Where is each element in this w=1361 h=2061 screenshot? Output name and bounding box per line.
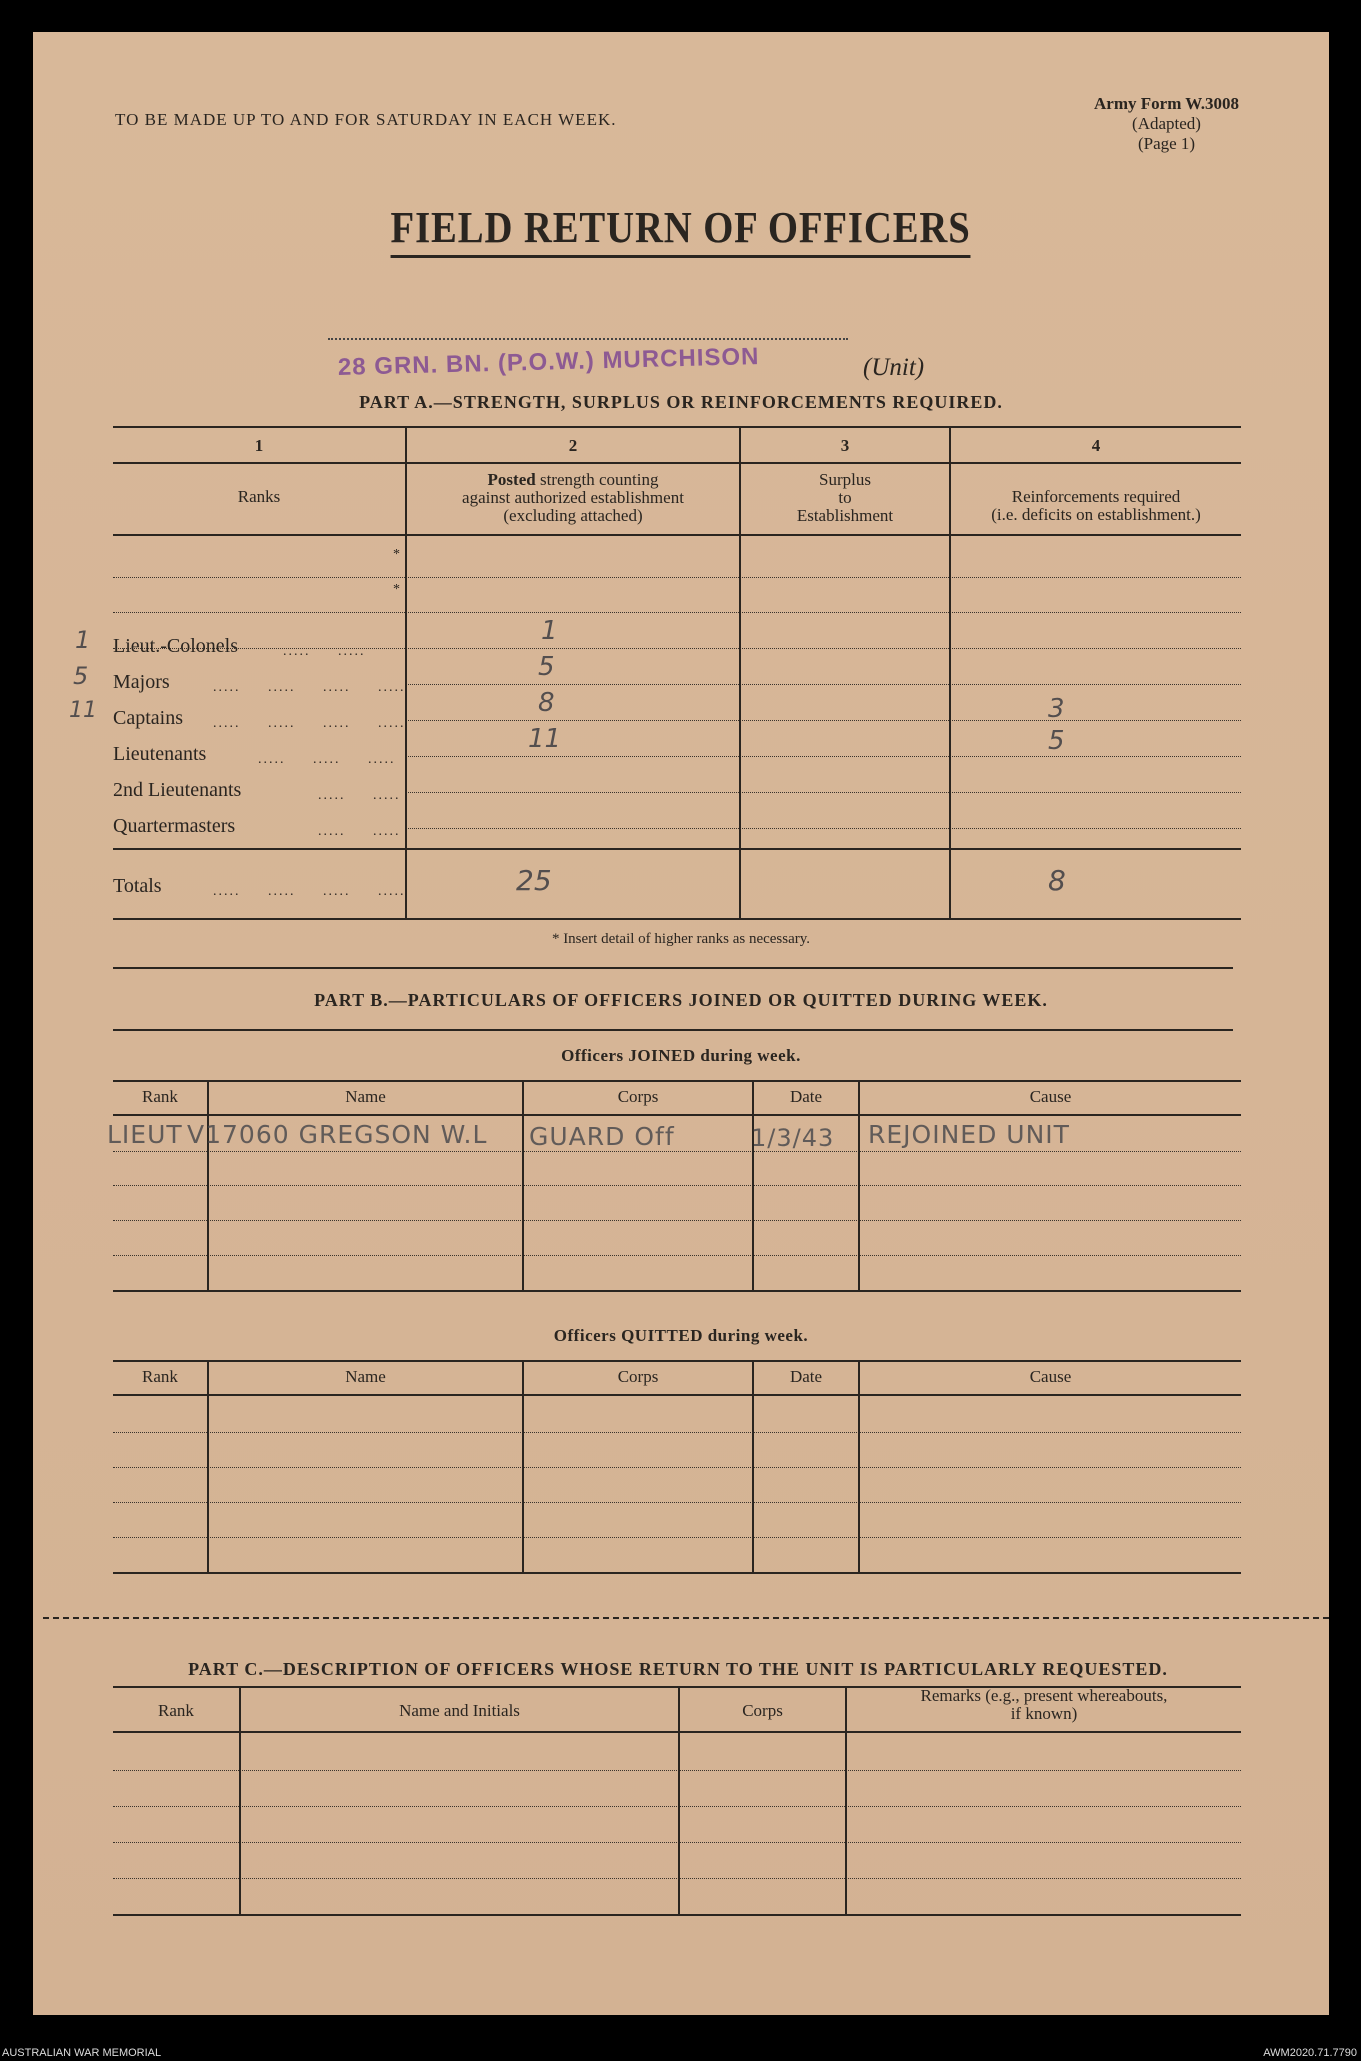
rule	[113, 1878, 1241, 1879]
joined-rank: LIEUT	[107, 1120, 183, 1149]
rank-row-2nd-lieutenants: 2nd Lieutenants	[113, 779, 242, 801]
rule	[113, 1432, 1241, 1433]
rule	[113, 1502, 1241, 1503]
ranks-header: Ranks	[237, 487, 281, 506]
asterisk: *	[393, 547, 400, 562]
posted-header: Posted strength counting against authorized establishment (excluding attached)	[462, 470, 684, 525]
rule	[113, 1255, 1241, 1256]
joined-date: 1/3/43	[751, 1124, 835, 1152]
page-title: FIELD RETURN OF OFFICERS	[33, 202, 1329, 258]
rank-row-captains: Captains	[113, 707, 183, 729]
rule	[113, 1842, 1241, 1843]
footer-institution: AUSTRALIAN WAR MEMORIAL	[2, 2047, 162, 2059]
rule	[113, 1290, 1241, 1292]
rule	[113, 967, 1233, 969]
rule	[113, 848, 1241, 850]
posted-captains: 8	[538, 688, 555, 718]
partc-col-name: Name and Initials	[399, 1701, 520, 1720]
form-number: Army Form W.3008	[1094, 94, 1239, 113]
rule	[113, 1467, 1241, 1468]
rule	[113, 1220, 1241, 1221]
unit-stamp: 28 GRN. BN. (P.O.W.) MURCHISON	[337, 342, 760, 381]
rank-row-quartermasters: Quartermasters	[113, 815, 236, 837]
rule	[113, 1770, 1241, 1771]
cut-line	[43, 1617, 1329, 1619]
joined-corps: GUARD Off	[529, 1122, 675, 1151]
rule	[408, 720, 1241, 721]
rule	[408, 792, 1241, 793]
leader-dots: ..... .....	[318, 788, 401, 803]
joined-col-rank: Rank	[142, 1087, 178, 1106]
rule	[113, 1914, 1241, 1916]
posted-lieutenants: 11	[528, 724, 562, 754]
totals-reinf: 8	[1048, 864, 1066, 897]
joined-col-name: Name	[345, 1087, 386, 1106]
part-c-heading: PART C.—DESCRIPTION OF OFFICERS WHOSE RETURN TO THE UNIT IS PARTICULARLY REQUESTED.	[188, 1659, 1168, 1679]
col-number: 4	[1091, 436, 1101, 455]
rule	[113, 918, 1241, 920]
col-number: 1	[254, 436, 264, 455]
rule	[408, 756, 1241, 757]
rule	[113, 1029, 1233, 1031]
col-divider	[239, 1686, 241, 1914]
rule	[113, 1151, 1241, 1152]
quitted-col-name: Name	[345, 1367, 386, 1386]
totals-label: Totals	[113, 875, 162, 897]
rule	[113, 1185, 1241, 1186]
joined-col-cause: Cause	[1029, 1087, 1072, 1106]
quitted-col-date: Date	[789, 1367, 823, 1386]
col-divider	[207, 1080, 209, 1290]
leader-dots: ..... ..... ..... .....	[213, 716, 406, 731]
form-adapted: (Adapted)	[1132, 114, 1201, 133]
col-divider	[752, 1080, 754, 1290]
rule	[113, 1731, 1241, 1733]
col-divider	[858, 1360, 860, 1572]
joined-col-date: Date	[789, 1087, 823, 1106]
quitted-col-rank: Rank	[142, 1367, 178, 1386]
reinf-captains: 3	[1048, 694, 1065, 724]
col-divider	[752, 1360, 754, 1572]
margin-mark: 1	[75, 626, 91, 654]
form-page	[33, 32, 1329, 2015]
partc-col-rank: Rank	[158, 1701, 194, 1720]
top-note: TO BE MADE UP TO AND FOR SATURDAY IN EACH WEEK.	[115, 110, 617, 129]
rule	[113, 1080, 1241, 1082]
totals-posted: 25	[516, 864, 552, 897]
quitted-title: Officers QUITTED during week.	[553, 1326, 809, 1345]
footnote: * Insert detail of higher ranks as necessary.	[551, 931, 811, 947]
quitted-col-cause: Cause	[1029, 1367, 1072, 1386]
rule	[113, 534, 1241, 536]
rule	[408, 684, 1241, 685]
leader-dots: ..... ..... .....	[258, 752, 396, 767]
part-a-heading: PART A.—STRENGTH, SURPLUS OR REINFORCEMENTS REQUIRED.	[359, 392, 1003, 412]
rule	[113, 462, 1241, 464]
posted-lieut-colonels: 1	[541, 616, 558, 646]
col-divider	[858, 1080, 860, 1290]
rule	[113, 577, 1241, 578]
form-identifier	[1094, 94, 1239, 154]
col-divider	[522, 1360, 524, 1572]
rule	[408, 828, 1241, 829]
rule	[113, 612, 1241, 613]
rule	[113, 1394, 1241, 1396]
rule	[113, 1806, 1241, 1807]
reinf-lieutenants: 5	[1048, 726, 1065, 756]
quitted-col-corps: Corps	[617, 1367, 659, 1386]
leader-dots: ..... .....	[318, 824, 401, 839]
col-divider	[522, 1080, 524, 1290]
footer-accession: AWM2020.71.7790	[1263, 2047, 1357, 2059]
posted-majors: 5	[538, 652, 555, 682]
part-b-heading: PART B.—PARTICULARS OF OFFICERS JOINED OR QUITTED DURING WEEK.	[314, 990, 1048, 1010]
rule	[113, 1360, 1241, 1362]
col-number: 3	[840, 436, 850, 455]
unit-label: (Unit)	[863, 354, 925, 381]
leader-dots: ..... .....	[283, 644, 366, 659]
partc-col-corps: Corps	[742, 1701, 783, 1720]
joined-col-corps: Corps	[617, 1087, 659, 1106]
col-number: 2	[568, 436, 578, 455]
joined-name: V17060 GREGSON W.L	[187, 1120, 488, 1149]
rule	[113, 1572, 1241, 1574]
joined-title: Officers JOINED during week.	[561, 1046, 801, 1065]
asterisk: *	[393, 582, 400, 597]
rule	[113, 426, 1241, 428]
rule	[113, 1114, 1241, 1116]
leader-dots: ..... ..... ..... .....	[213, 884, 406, 899]
rank-row-lieut-colonels: Lieut.-Colonels	[113, 635, 238, 657]
reinforcements-header: Reinforcements required (i.e. deficits on establishment.)	[991, 487, 1201, 524]
surplus-header: Surplus to Establishment	[796, 470, 894, 525]
rule	[113, 1537, 1241, 1538]
rank-row-majors: Majors	[113, 671, 170, 693]
col-divider	[207, 1360, 209, 1572]
unit-line	[328, 338, 848, 340]
form-page: (Page 1)	[1137, 134, 1196, 153]
leader-dots: ..... ..... ..... .....	[213, 680, 406, 695]
rank-row-lieutenants: Lieutenants	[113, 743, 207, 765]
margin-mark: 11	[69, 698, 97, 723]
col-divider	[678, 1686, 680, 1914]
partc-col-remarks: Remarks (e.g., present whereabouts, if known)	[920, 1686, 1168, 1723]
joined-cause: REJOINED UNIT	[868, 1120, 1070, 1149]
margin-mark: 5	[73, 662, 89, 690]
